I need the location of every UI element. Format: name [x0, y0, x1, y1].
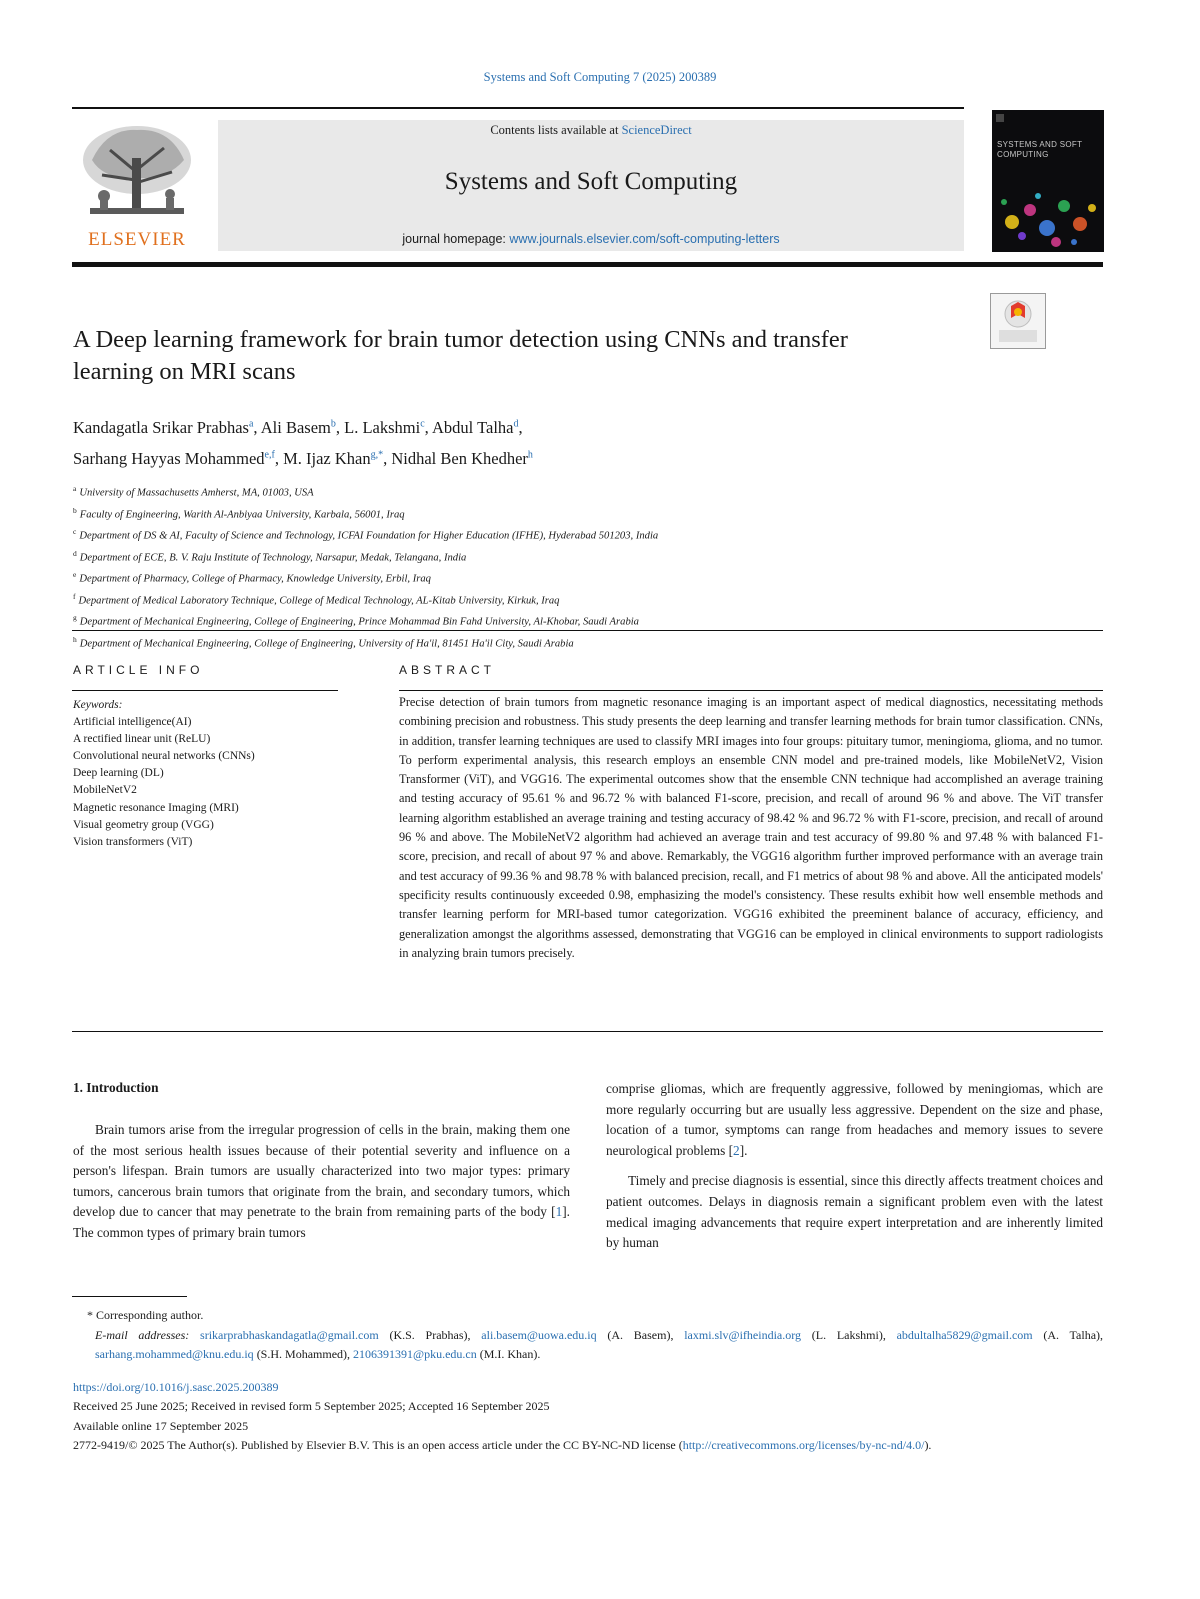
author-affiliation-marker[interactable]: a: [248, 418, 254, 429]
affiliation-rule: [72, 630, 1103, 631]
affiliation-text: Faculty of Engineering, Warith Al-Anbiyaa University, Karbala, 56001, Iraq: [79, 509, 405, 521]
intro-paragraph-2: [606, 1079, 1103, 1161]
front-matter: [73, 1378, 1103, 1456]
affiliation-text: Department of Medical Laboratory Technique, College of Medical Technology, AL-Kitab University, Kirkuk, Iraq: [78, 595, 560, 607]
license-close: ).: [924, 1438, 932, 1453]
author-affiliation-marker[interactable]: g,*: [370, 449, 384, 461]
journal-cover-image[interactable]: [992, 110, 1104, 252]
asterisk-mark: *: [87, 1308, 96, 1322]
contents-line: [218, 123, 964, 138]
keywords-block: [73, 697, 343, 851]
crossmark-icon: [991, 294, 1045, 348]
author-affiliation-marker[interactable]: b: [330, 418, 336, 429]
author-separator: ,: [383, 449, 392, 468]
affiliation-letter: d: [73, 548, 77, 558]
abstract-heading: ABSTRACT: [399, 663, 496, 677]
author-separator: ,: [424, 417, 432, 437]
affiliation-letter: h: [73, 634, 77, 644]
abstract-bottom-rule: [72, 1031, 1103, 1032]
author-entry: [432, 418, 523, 437]
affiliation-text: University of Massachusetts Amherst, MA, 01003, USA: [79, 487, 314, 499]
available-online: Available online 17 September 2025: [73, 1418, 249, 1433]
author-name[interactable]: M. Ijaz Khan: [283, 449, 371, 468]
author-name[interactable]: L. Lakshmi: [344, 417, 421, 437]
contents-prefix: Contents lists available at: [490, 123, 622, 137]
author-affiliation-marker[interactable]: h: [527, 449, 533, 461]
keyword-item: A rectified linear unit (ReLU): [73, 733, 211, 746]
body-left-column: [73, 1120, 570, 1244]
license-text: 2772-9419/© 2025 The Author(s). Published by Elsevier B.V. This is an open access article under the CC BY-NC-ND license (: [73, 1438, 683, 1453]
article-info-heading: ARTICLE INFO: [73, 663, 204, 677]
journal-masthead: [218, 120, 964, 251]
paper-title: A Deep learning framework for brain tumor detection using CNNs and transfer learning on MRI scans: [73, 326, 848, 385]
running-header: Systems and Soft Computing 7 (2025) 200389: [483, 70, 717, 84]
intro-p2-tail: ].: [739, 1142, 748, 1158]
license-link[interactable]: http://creativecommons.org/licenses/by-nc-nd/4.0/: [682, 1438, 925, 1453]
section-heading-introduction: 1. Introduction: [73, 1080, 159, 1095]
intro-p1-text: Brain tumors arise from the irregular progression of cells in the brain, making them one of the most serious health issues because of their potential severity and influence on a person's lifespan. Brain tumors are usually characterized into two major types: primary tumors, cancerous brain tumors that originate from the brain, and secondary tumors, which develop due to cancer that may penetrate to the brain from remaining parts of the body [: [73, 1122, 570, 1220]
affiliation-letter: e: [73, 570, 77, 580]
affiliation-letter: f: [73, 591, 76, 601]
license-statement: [73, 1436, 1103, 1455]
body-right-column: [606, 1079, 1103, 1254]
author-name[interactable]: Sarhang Hayyas Mohammed: [73, 449, 265, 468]
journal-name: Systems and Soft Computing: [444, 168, 738, 195]
received-dates: Received 25 June 2025; Received in revised form 5 September 2025; Accepted 16 September 2025: [73, 1399, 550, 1414]
corresponding-author-note: [73, 1306, 1103, 1326]
author-separator: ,: [335, 417, 345, 437]
elsevier-logo[interactable]: [72, 120, 202, 255]
affiliation-letter: g: [73, 613, 77, 623]
author-separator: ,: [274, 449, 284, 468]
author-affiliation-marker[interactable]: c: [420, 418, 425, 429]
keyword-item: Magnetic resonance Imaging (MRI): [73, 801, 239, 814]
author-entry: [73, 418, 261, 437]
affiliation-text: Department of Mechanical Engineering, College of Engineering, University of Ha'il, 81451 Ha'il City, Saudi Arabia: [79, 638, 574, 650]
affiliation-item: [73, 480, 1103, 502]
keyword-item: Vision transformers (ViT): [73, 835, 193, 848]
affiliation-text: Department of Mechanical Engineering, College of Engineering, Prince Mohammad Bin Fahd University, Al-Khobar, Saudi Arabia: [79, 616, 639, 628]
affiliation-item: [73, 545, 1103, 567]
author-affiliation-marker[interactable]: d: [513, 418, 519, 429]
keyword-item: Visual geometry group (VGG): [73, 818, 214, 831]
affiliation-item: [73, 588, 1103, 610]
keyword-item: MobileNetV2: [73, 784, 137, 797]
affiliation-item: [73, 523, 1103, 545]
email-link[interactable]: ali.basem@uowa.edu.iq: [481, 1327, 597, 1342]
affiliation-letter: c: [73, 527, 77, 537]
author-name[interactable]: Ali Basem: [260, 417, 331, 437]
keyword-list: [73, 714, 343, 851]
elsevier-wordmark: ELSEVIER: [88, 229, 186, 250]
email-link[interactable]: srikarprabhaskandagatla@gmail.com: [200, 1327, 379, 1342]
affiliation-item: [73, 609, 1103, 631]
keyword-item: Artificial intelligence(AI): [73, 716, 192, 729]
intro-p2-text: comprise gliomas, which are frequently aggressive, followed by meningiomas, which are more regularly occurring but are usually less aggressive. Dependent on the size and phase, location of a tumor, symptoms can range from headaches and memory issues to severe neurological problems [: [606, 1081, 1103, 1158]
footnote-rule: [72, 1296, 187, 1297]
corresponding-author-label: Corresponding author.: [96, 1308, 204, 1322]
email-owner: (A. Talha),: [1043, 1327, 1104, 1342]
affiliation-list: [73, 480, 1103, 652]
author-entry: [261, 418, 344, 437]
email-owner: (M.I. Khan).: [479, 1347, 541, 1361]
cover-art: [992, 110, 1104, 252]
citation-link-2[interactable]: 2: [733, 1142, 740, 1158]
doi-link[interactable]: https://doi.org/10.1016/j.sasc.2025.200389: [73, 1380, 279, 1394]
email-owner: (A. Basem),: [607, 1327, 685, 1342]
elsevier-tree-icon: [72, 120, 202, 232]
email-owner: (S.H. Mohammed),: [256, 1347, 354, 1361]
intro-paragraph-3: Timely and precise diagnosis is essential, since this directly affects treatment choices and patient outcomes. Delays in diagnosis remain a significant problem even with the latest medical imaging advancements that require expert interpretation and are inherently limited by human: [606, 1173, 1103, 1251]
author-affiliation-marker[interactable]: e,f: [264, 449, 275, 461]
email-list: [95, 1328, 1103, 1362]
intro-p1-tail: ]. The common types of primary brain tumors: [73, 1204, 570, 1240]
author-entry: [344, 418, 432, 437]
affiliation-letter: b: [73, 505, 77, 515]
keyword-item: Convolutional neural networks (CNNs): [73, 750, 255, 763]
intro-paragraph-1: [73, 1120, 570, 1244]
author-separator: ,: [518, 417, 523, 437]
affiliation-text: Department of Pharmacy, College of Pharmacy, Knowledge University, Erbil, Iraq: [79, 573, 431, 585]
sciencedirect-link[interactable]: ScienceDirect: [621, 123, 692, 137]
abstract-text: Precise detection of brain tumors from magnetic resonance imaging is an important aspect of medical diagnostics, necessitating methods combining precision and robustness. This study presents the deep learning and transfer learning methods for brain tumor classification. CNNs, in addition, transfer learning techniques are used to classify MRI images into four groups: pituitary tumor, meningioma, glioma, and no tumor. To perform experimental analysis, this research employs an ensemble CNN model and pre-trained models, like MobileNetV2, Vision Transformer (ViT), and VGG16. The experimental outcomes show that the ensemble CNN technique had accomplished an average training and testing accuracy of 95.61 % and 96.72 % with balanced F1-score, precision, and recall of around 96 % and above. The ViT transfer learning algorithm established an average training and testing accuracy of 98.42 % and 96.72 % with F1-score, precision, and recall of around 96 % and above. The MobileNetV2 algorithm had achieved an average train and test accuracy of 99.80 % and 97.48 % with balanced F1-score, precision, and recall of about 97 % and above. Remarkably, the VGG16 algorithm further improved performance with an average train and test accuracy of 99.36 % and 98.78 % with balanced precision, recall, and F1 metrics of about 98 % and above. All the anticipated models' specificity results continuously exceeded 0.98, emphasizing the model's consistency. These results exhibit how well ensemble methods and transfer learning perform for MRI-based tumor categorization. VGG16 exhibited the preeminent balance of accuracy, efficiency, and generalization amongst the algorithms assessed, demonstrating that VGG16 can be employed in clinical environments to support radiologists in analyzing brain tumors precisely.: [399, 695, 1103, 960]
cover-title: SYSTEMS AND SOFT COMPUTING: [997, 140, 1083, 159]
citation-link-1[interactable]: 1: [555, 1204, 563, 1220]
author-entry: [73, 449, 283, 468]
affiliation-text: Department of ECE, B. V. Raju Institute of Technology, Narsapur, Medak, Telangana, India: [79, 552, 467, 564]
article-info-rule: [72, 690, 338, 691]
homepage-line: [218, 232, 964, 246]
email-link[interactable]: laxmi.slv@ifheindia.org: [684, 1327, 802, 1342]
author-entry: [283, 449, 391, 468]
affiliation-letter: a: [73, 484, 77, 493]
author-name[interactable]: Nidhal Ben Khedher: [391, 449, 528, 468]
journal-homepage-link[interactable]: www.journals.elsevier.com/soft-computing-letters: [509, 232, 780, 246]
abstract-rule: [399, 690, 1103, 691]
email-owner: (L. Lakshmi),: [811, 1327, 897, 1342]
email-link[interactable]: sarhang.mohammed@knu.edu.iq: [95, 1347, 254, 1361]
email-owner: (K.S. Prabhas),: [389, 1327, 482, 1342]
affiliation-item: [73, 566, 1103, 588]
author-name[interactable]: Abdul Talha: [432, 417, 514, 437]
header-rule: [72, 107, 964, 109]
author-separator: ,: [253, 417, 261, 437]
email-link[interactable]: 2106391391@pku.edu.cn: [353, 1347, 477, 1361]
affiliation-item: [73, 502, 1103, 524]
author-list: [73, 410, 1073, 473]
check-for-updates-badge[interactable]: [990, 293, 1046, 349]
masthead-rule: [72, 262, 1103, 267]
email-link[interactable]: abdultalha5829@gmail.com: [896, 1327, 1033, 1342]
author-entry: [391, 449, 533, 468]
affiliation-text: Department of DS & AI, Faculty of Science and Technology, ICFAI Foundation for Higher Education (IFHE), Hyderabad 501203, India: [79, 530, 659, 542]
affiliation-item: [73, 631, 1103, 653]
homepage-prefix: journal homepage:: [402, 232, 510, 246]
email-addresses: [73, 1326, 1103, 1365]
footnotes: [73, 1306, 1103, 1365]
email-label: E-mail addresses:: [95, 1327, 190, 1342]
author-name[interactable]: Kandagatla Srikar Prabhas: [73, 417, 249, 437]
keyword-item: Deep learning (DL): [73, 767, 164, 780]
keywords-label: Keywords:: [73, 699, 123, 711]
